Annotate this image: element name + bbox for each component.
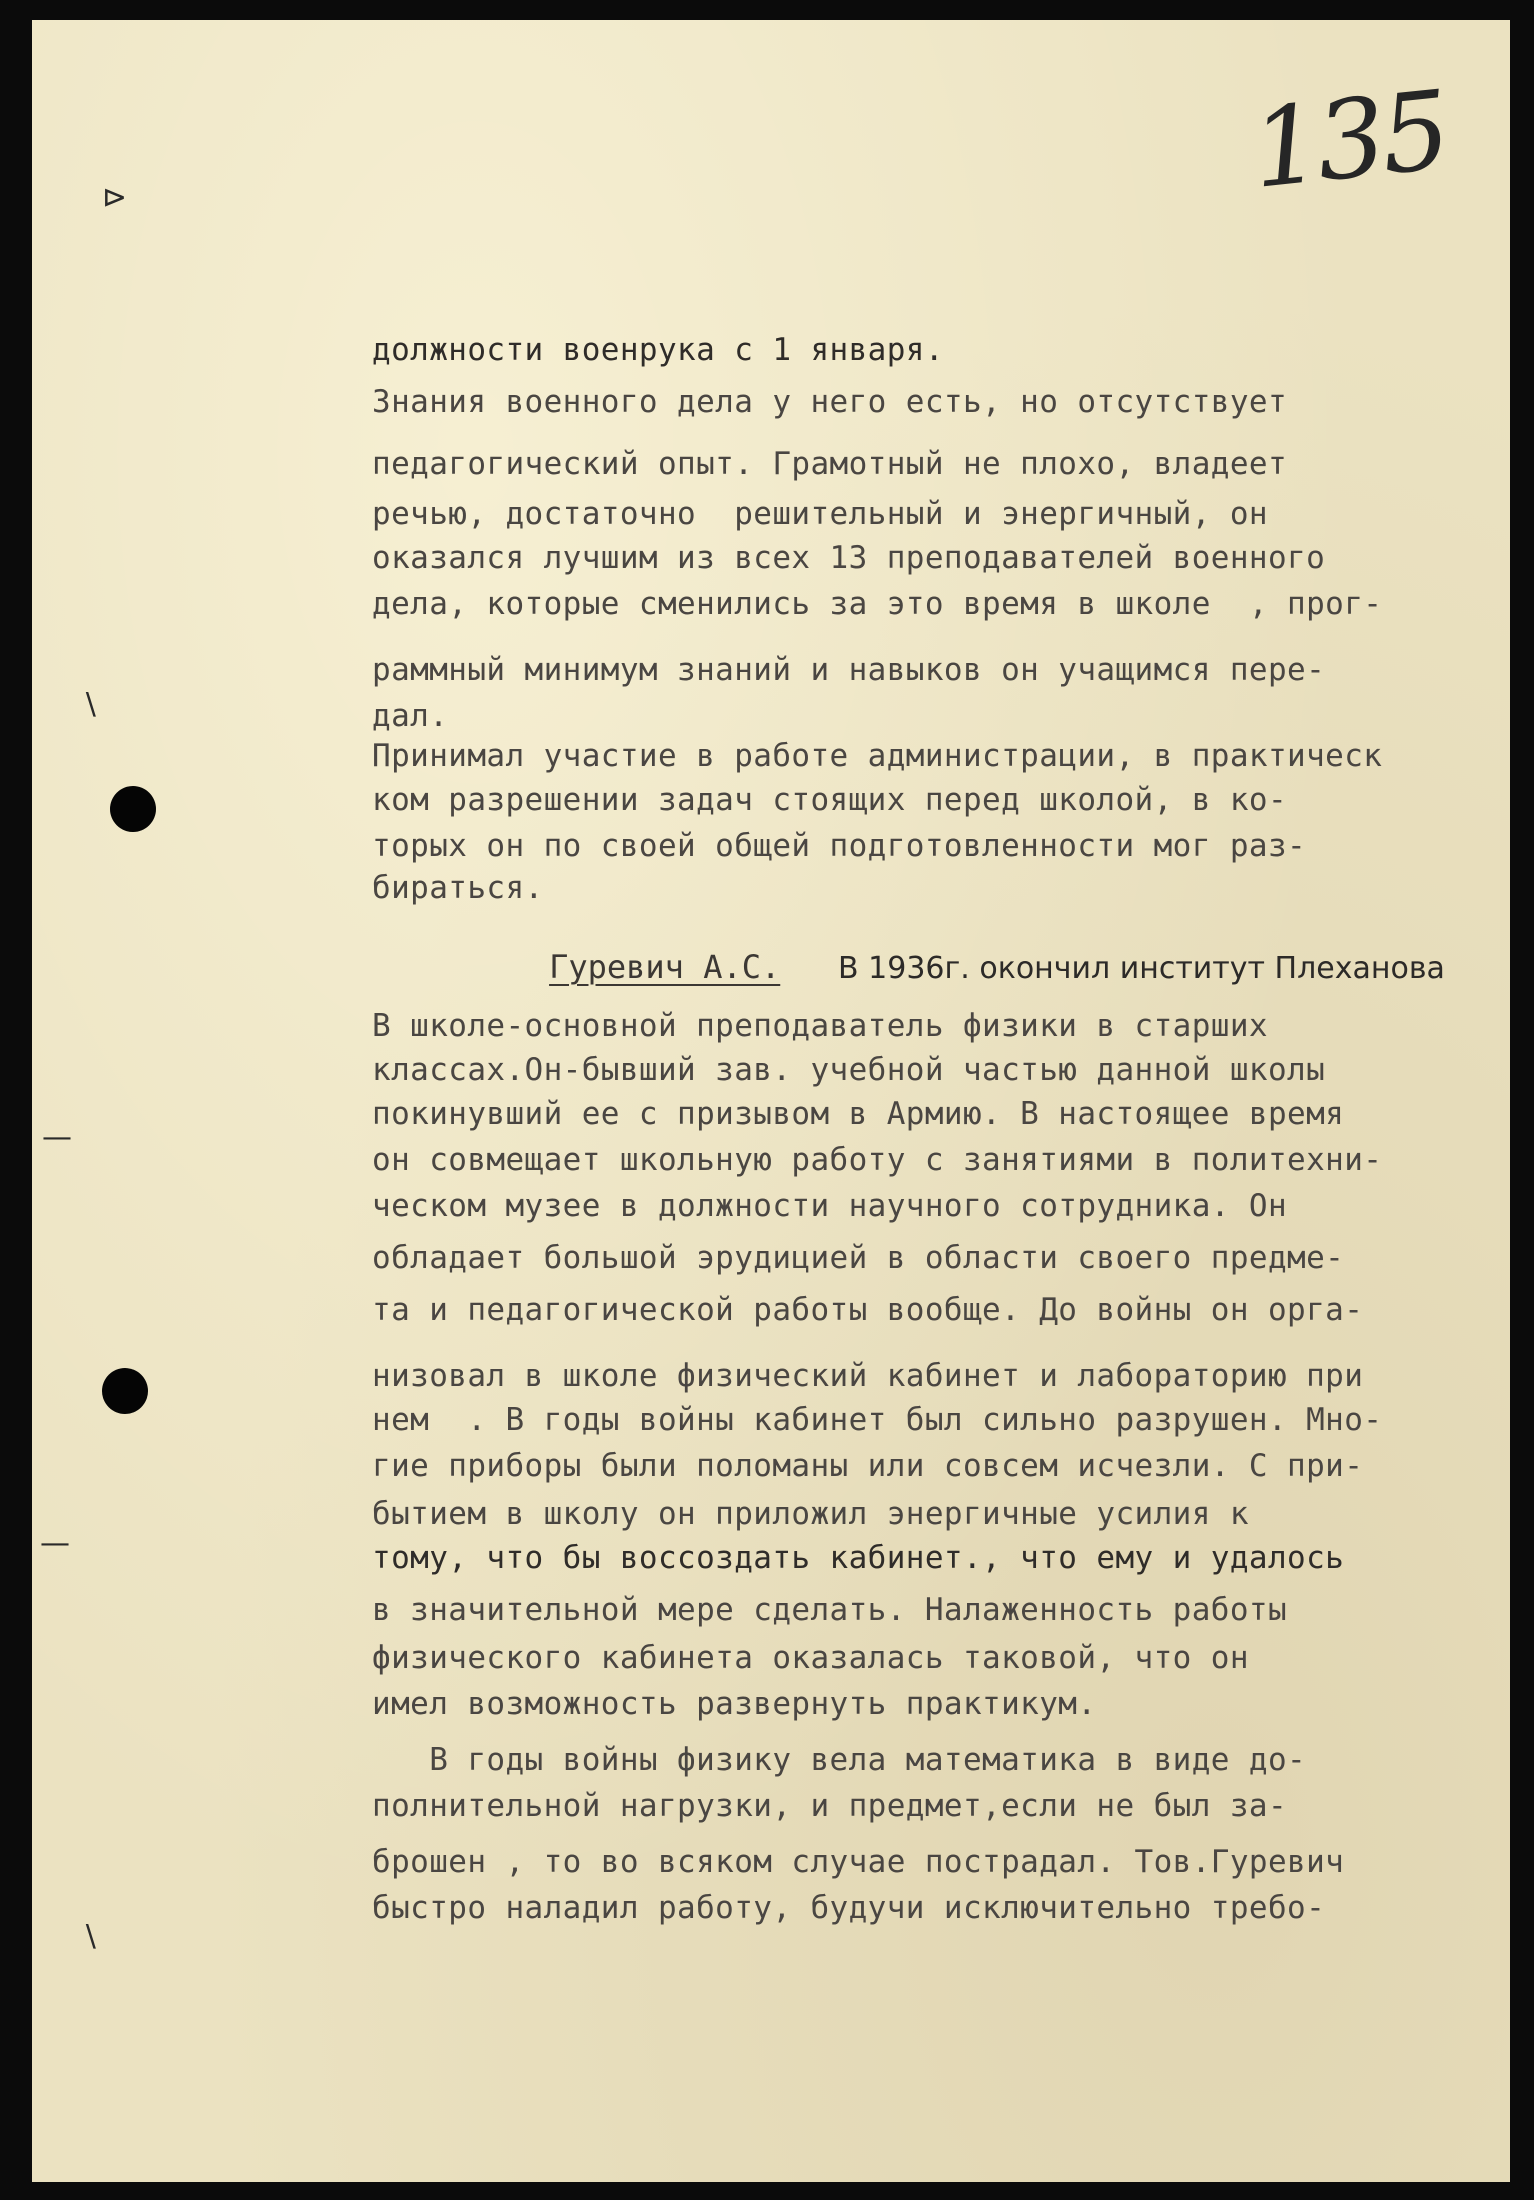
text-line: имел возможность развернуть практикум. <box>372 1686 1097 1722</box>
text-line: бытием в школу он приложил энергичные усилия к <box>372 1496 1249 1532</box>
text-line: тому, что бы воссоздать кабинет., что ему и удалось <box>372 1540 1345 1576</box>
text-line: быстро наладил работу, будучи исключительно требо- <box>372 1890 1326 1926</box>
text-line: обладает большой эрудицией в области своего предме- <box>372 1240 1345 1276</box>
punch-hole <box>110 786 156 832</box>
person-heading <box>472 910 1445 1024</box>
text-line: низовал в школе физический кабинет и лабораторию при <box>372 1358 1364 1394</box>
text-line: гие приборы были поломаны или совсем исчезли. С при- <box>372 1448 1364 1484</box>
text-line: дела, которые сменились за это время в школе , прог- <box>372 586 1383 622</box>
text-line: брошен , то во всяком случае пострадал. Тов.Гуревич <box>372 1844 1345 1880</box>
text-line: нем . В годы войны кабинет был сильно разрушен. Мно- <box>372 1402 1383 1438</box>
text-line: торых он по своей общей подготовленности мог раз- <box>372 828 1307 864</box>
text-line: классах.Он-бывший зав. учебной частью данной школы <box>372 1052 1326 1088</box>
text-line: та и педагогической работы вообще. До войны он орга- <box>372 1292 1364 1328</box>
page-number: 135 <box>1245 68 1453 213</box>
text-line: должности военрука с 1 января. <box>372 332 944 368</box>
text-line: раммный минимум знаний и навыков он учащимся пере- <box>372 652 1326 688</box>
text-line: речью, достаточно решительный и энергичный, он <box>372 496 1268 532</box>
text-line: педагогический опыт. Грамотный не плохо, владеет <box>372 446 1288 482</box>
text-line: ческом музее в должности научного сотрудника. Он <box>372 1188 1288 1224</box>
staple-mark: — <box>40 1526 70 1561</box>
person-name: Гуревич А.С. <box>549 948 781 986</box>
text-line: Принимал участие в работе администрации, в практическ <box>372 738 1383 774</box>
handwritten-insert: В 1936г. окончил институт Плеханова <box>838 951 1445 986</box>
staple-mark: ⊳ <box>102 180 128 215</box>
text-line: он совмещает школьную работу с занятиями в политехни- <box>372 1142 1383 1178</box>
text-line: полнительной нагрузки, и предмет,если не был за- <box>372 1788 1288 1824</box>
text-line: В школе-основной преподаватель физики в старших <box>372 1008 1268 1044</box>
document-page <box>32 20 1510 2182</box>
text-line: оказался лучшим из всех 13 преподавателей военного <box>372 540 1326 576</box>
text-line: ком разрешении задач стоящих перед школой, в ко- <box>372 782 1288 818</box>
text-line: покинувший ее с призывом в Армию. В настоящее время <box>372 1096 1345 1132</box>
text-line: В годы войны физику вела математика в виде до- <box>372 1742 1307 1778</box>
staple-mark: ∖ <box>80 688 100 723</box>
staple-mark: ∖ <box>80 1920 100 1955</box>
text-line: бираться. <box>372 870 544 906</box>
staple-mark: — <box>42 1120 72 1155</box>
text-line: физического кабинета оказалась таковой, что он <box>372 1640 1249 1676</box>
text-line: в значительной мере сделать. Налаженность работы <box>372 1592 1288 1628</box>
punch-hole <box>102 1368 148 1414</box>
text-line: дал. <box>372 698 449 734</box>
text-line: Знания военного дела у него есть, но отсутствует <box>372 384 1288 420</box>
